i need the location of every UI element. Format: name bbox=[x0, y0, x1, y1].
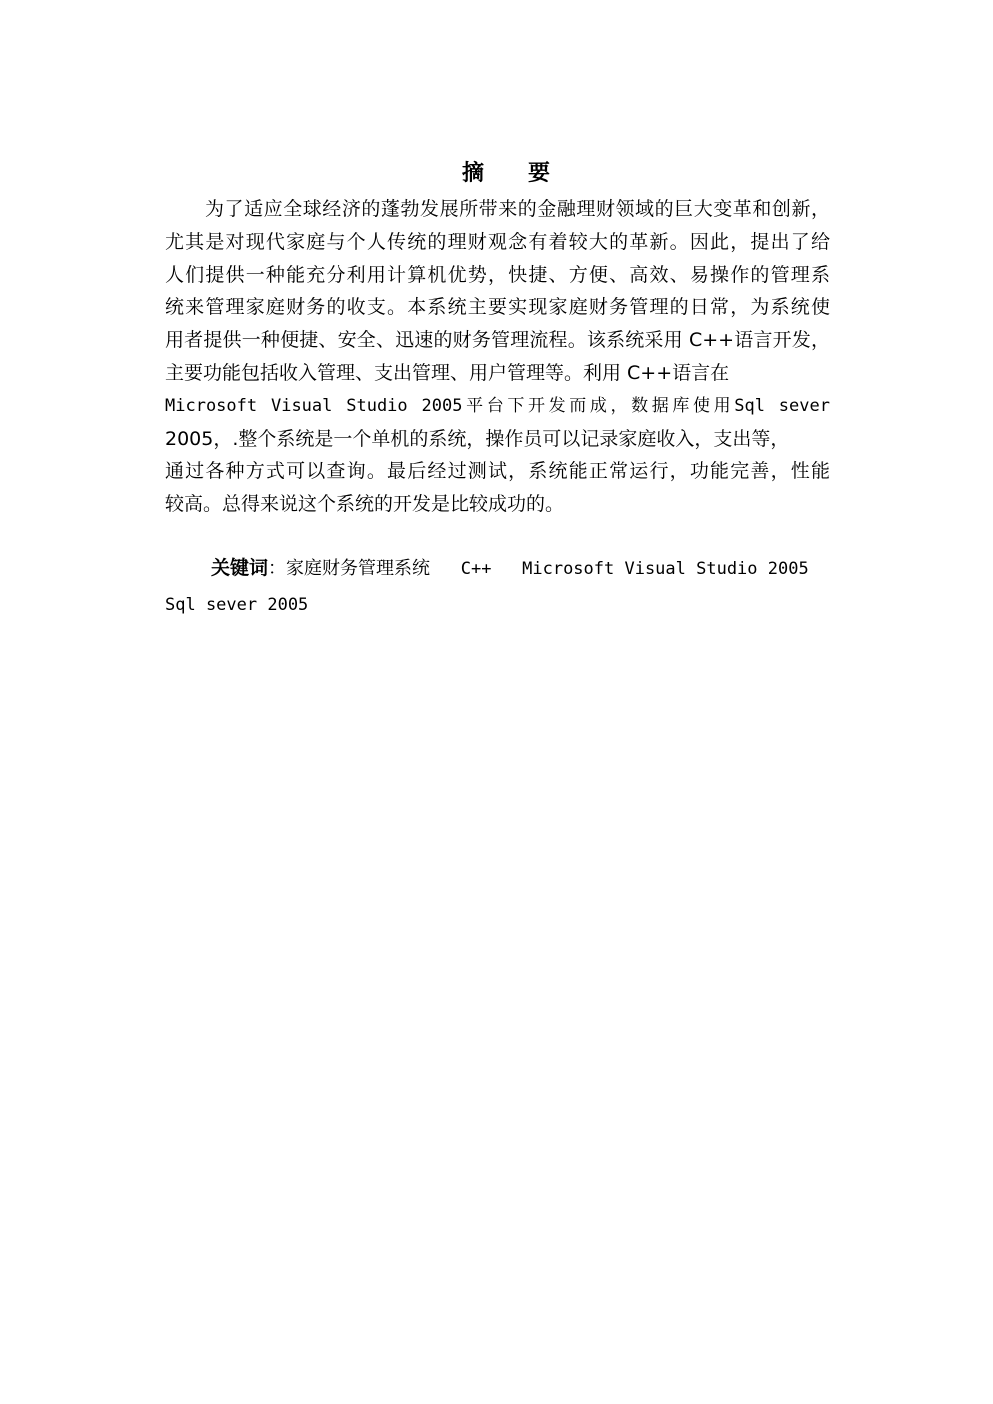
abstract-body bbox=[165, 193, 830, 521]
abstract-line-9: 通过各种方式可以查询。最后经过测试，系统能正常运行，功能完善，性能 bbox=[165, 460, 830, 483]
abstract-line-3: 人们提供一种能充分利用计算机优势，快捷、方便、高效、易操作的管理系 bbox=[165, 263, 830, 286]
keywords-line-1 bbox=[165, 550, 830, 587]
abstract-line-1: 为了适应全球经济的蓬勃发展所带来的金融理财领域的巨大变革和创新， bbox=[205, 198, 830, 220]
abstract-line-5: 用者提供一种便捷、安全、迅速的财务管理流程。该系统采用 C++语言开发， bbox=[165, 329, 830, 352]
keywords-colon: ： bbox=[268, 558, 287, 579]
keywords-label: 关键词 bbox=[211, 557, 269, 579]
abstract-line-10: 较高。总得来说这个系统的开发是比较成功的。 bbox=[165, 493, 565, 516]
abstract-title-part2: 要 bbox=[528, 161, 551, 186]
abstract-line-2: 尤其是对现代家庭与个人传统的理财观念有着较大的革新。因此，提出了给 bbox=[165, 230, 830, 253]
keywords-items-en: C++ Microsoft Visual Studio 2005 bbox=[430, 559, 809, 579]
keywords-line-2: Sql sever 2005 bbox=[165, 595, 309, 615]
abstract-title bbox=[0, 156, 993, 187]
keywords-block bbox=[165, 550, 830, 623]
keywords-items-cn: 家庭财务管理系统 bbox=[286, 558, 431, 579]
abstract-line-4: 统来管理家庭财务的收支。本系统主要实现家庭财务管理的日常，为系统使 bbox=[165, 296, 830, 319]
abstract-title-part1: 摘 bbox=[461, 161, 484, 186]
abstract-line-7: Microsoft Visual Studio 2005平台下开发而成，数据库使用Sql sever bbox=[165, 395, 830, 416]
abstract-line-8: 2005，.整个系统是一个单机的系统，操作员可以记录家庭收入，支出等， bbox=[165, 427, 790, 450]
abstract-line-6: 主要功能包括收入管理、支出管理、用户管理等。利用 C++语言在 bbox=[165, 361, 730, 384]
